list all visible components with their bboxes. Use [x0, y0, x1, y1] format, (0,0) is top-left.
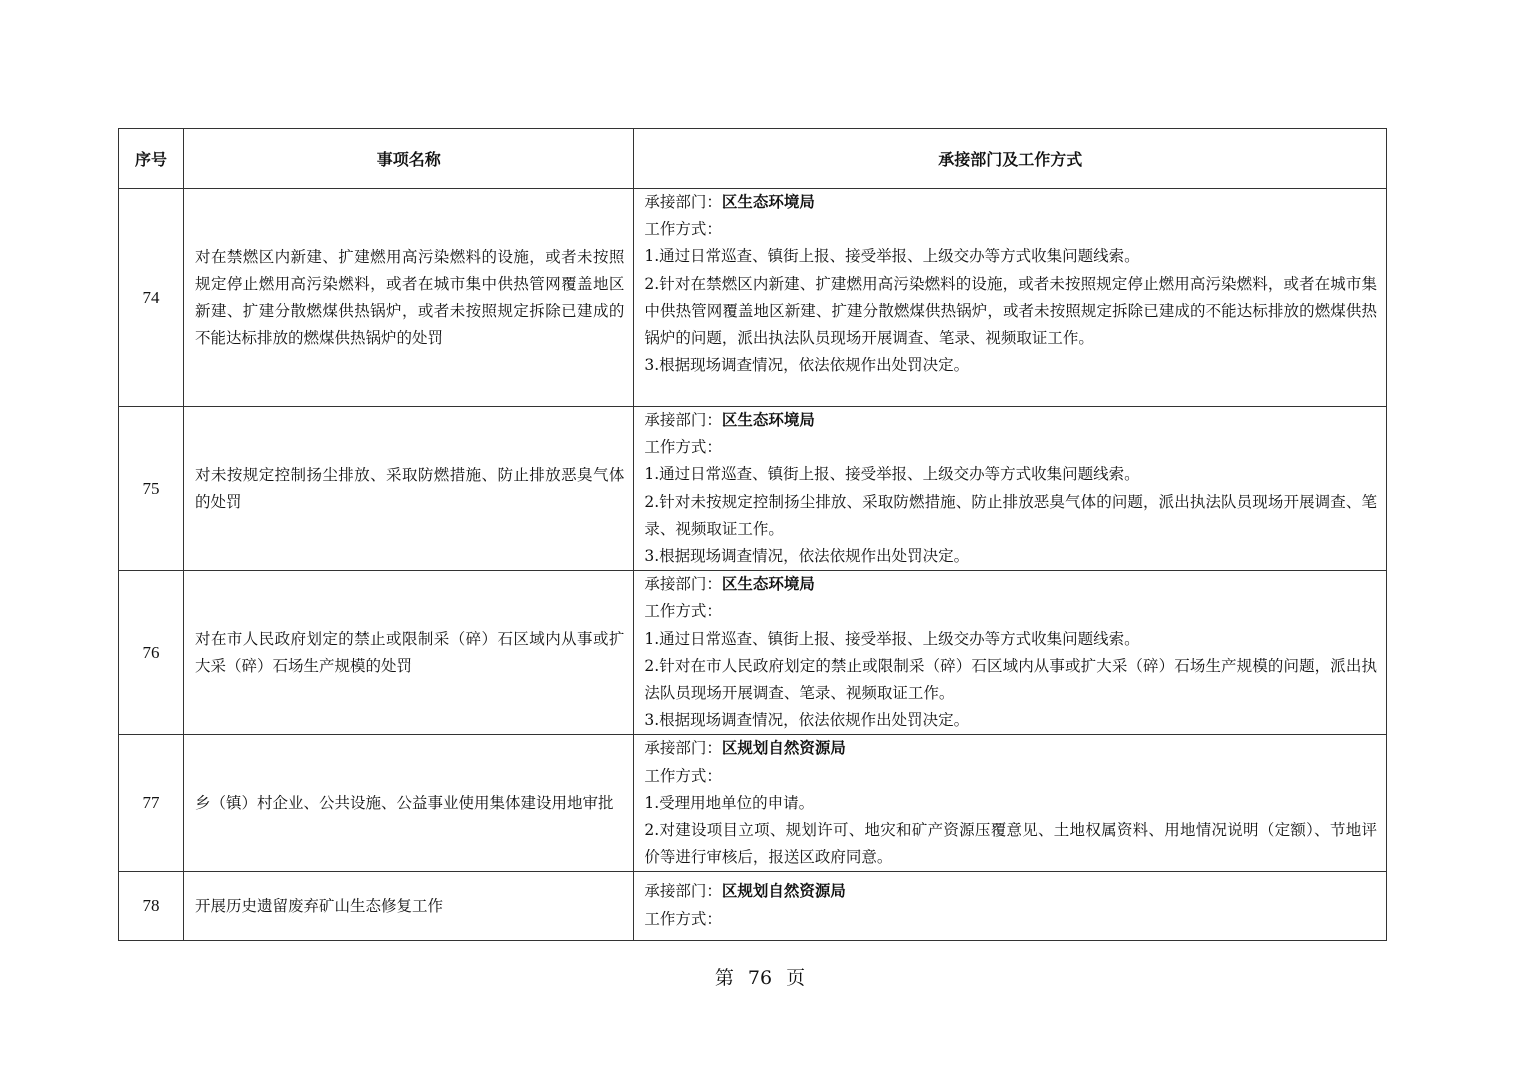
item-name: 乡（镇）村企业、公共设施、公益事业使用集体建设用地审批 [184, 735, 634, 872]
dept-method-cell [634, 407, 1387, 571]
item-name: 对在禁燃区内新建、扩建燃用高污染燃料的设施，或者未按照规定停止燃用高污染燃料，或者在城市集中供热管网覆盖地区新建、扩建分散燃煤供热锅炉，或者未按照规定拆除已建成的不能达标排放的燃煤供热锅炉的处罚 [184, 189, 634, 407]
dept-method-cell [634, 571, 1387, 735]
row-number: 76 [119, 571, 184, 735]
method-step: 1.通过日常巡查、镇街上报、接受举报、上级交办等方式收集问题线索。 [644, 247, 1140, 266]
dept-value: 区生态环境局 [721, 193, 815, 211]
method-step: 1.通过日常巡查、镇街上报、接受举报、上级交办等方式收集问题线索。 [644, 465, 1140, 484]
dept-label: 承接部门： [644, 882, 722, 901]
item-name: 开展历史遗留废弃矿山生态修复工作 [184, 872, 634, 941]
row-number: 78 [119, 872, 184, 941]
row-number: 74 [119, 189, 184, 407]
header-name: 事项名称 [184, 129, 634, 189]
row-number: 77 [119, 735, 184, 872]
table-row [119, 872, 1387, 941]
method-label: 工作方式： [644, 766, 722, 785]
dept-value: 区生态环境局 [721, 411, 815, 429]
method-step: 3.根据现场调查情况，依法依规作出处罚决定。 [644, 547, 970, 566]
dept-label: 承接部门： [644, 411, 722, 429]
dept-line [644, 571, 1377, 598]
dept-value: 区规划自然资源局 [721, 882, 846, 901]
dept-line [644, 407, 1377, 434]
header-dept: 承接部门及工作方式 [634, 129, 1387, 189]
dept-line [644, 189, 1377, 216]
method-step: 2.针对未按规定控制扬尘排放、采取防燃措施、防止排放恶臭气体的问题，派出执法队员现场开展调查、笔录、视频取证工作。 [644, 492, 1377, 538]
method-step: 2.对建设项目立项、规划许可、地灾和矿产资源压覆意见、土地权属资料、用地情况说明（定额）、节地评价等进行审核后，报送区政府同意。 [644, 821, 1377, 867]
method-step: 1.受理用地单位的申请。 [644, 793, 815, 812]
dept-value: 区生态环境局 [721, 575, 815, 594]
dept-line [644, 735, 1377, 762]
table-row [119, 735, 1387, 872]
table-header-row [119, 129, 1387, 189]
dept-label: 承接部门： [644, 193, 722, 211]
row-number: 75 [119, 407, 184, 571]
method-label: 工作方式： [644, 220, 722, 239]
table-row [119, 571, 1387, 735]
dept-label: 承接部门： [644, 575, 722, 594]
item-name: 对未按规定控制扬尘排放、采取防燃措施、防止排放恶臭气体的处罚 [184, 407, 634, 571]
dept-value: 区规划自然资源局 [721, 739, 846, 758]
item-name: 对在市人民政府划定的禁止或限制采（碎）石区域内从事或扩大采（碎）石场生产规模的处罚 [184, 571, 634, 735]
dept-method-cell [634, 872, 1387, 941]
page-prefix: 第 [714, 967, 734, 989]
page-number: 76 [747, 967, 773, 989]
dept-line [644, 878, 1377, 905]
page-suffix: 页 [786, 967, 806, 989]
table-row [119, 407, 1387, 571]
items-table [118, 128, 1387, 941]
method-step: 1.通过日常巡查、镇街上报、接受举报、上级交办等方式收集问题线索。 [644, 629, 1140, 648]
header-no: 序号 [119, 129, 184, 189]
page-footer [0, 963, 1520, 990]
method-step: 2.针对在市人民政府划定的禁止或限制采（碎）石区域内从事或扩大采（碎）石场生产规模的问题，派出执法队员现场开展调查、笔录、视频取证工作。 [644, 656, 1377, 703]
method-step: 2.针对在禁燃区内新建、扩建燃用高污染燃料的设施，或者未按照规定停止燃用高污染燃料，或者在城市集中供热管网覆盖地区新建、扩建分散燃煤供热锅炉，或者未按照规定拆除已建成的不能达标排放的燃煤供热锅炉的问题，派出执法队员现场开展调查、笔录、视频取证工作。 [644, 274, 1377, 348]
method-label: 工作方式： [644, 438, 722, 457]
dept-method-cell [634, 189, 1387, 407]
dept-method-cell [634, 735, 1387, 872]
dept-label: 承接部门： [644, 739, 722, 758]
method-label: 工作方式： [644, 602, 722, 621]
method-step: 3.根据现场调查情况，依法依规作出处罚决定。 [644, 711, 970, 730]
method-step: 3.根据现场调查情况，依法依规作出处罚决定。 [644, 356, 970, 375]
method-label: 工作方式： [644, 909, 722, 928]
table-row [119, 189, 1387, 407]
